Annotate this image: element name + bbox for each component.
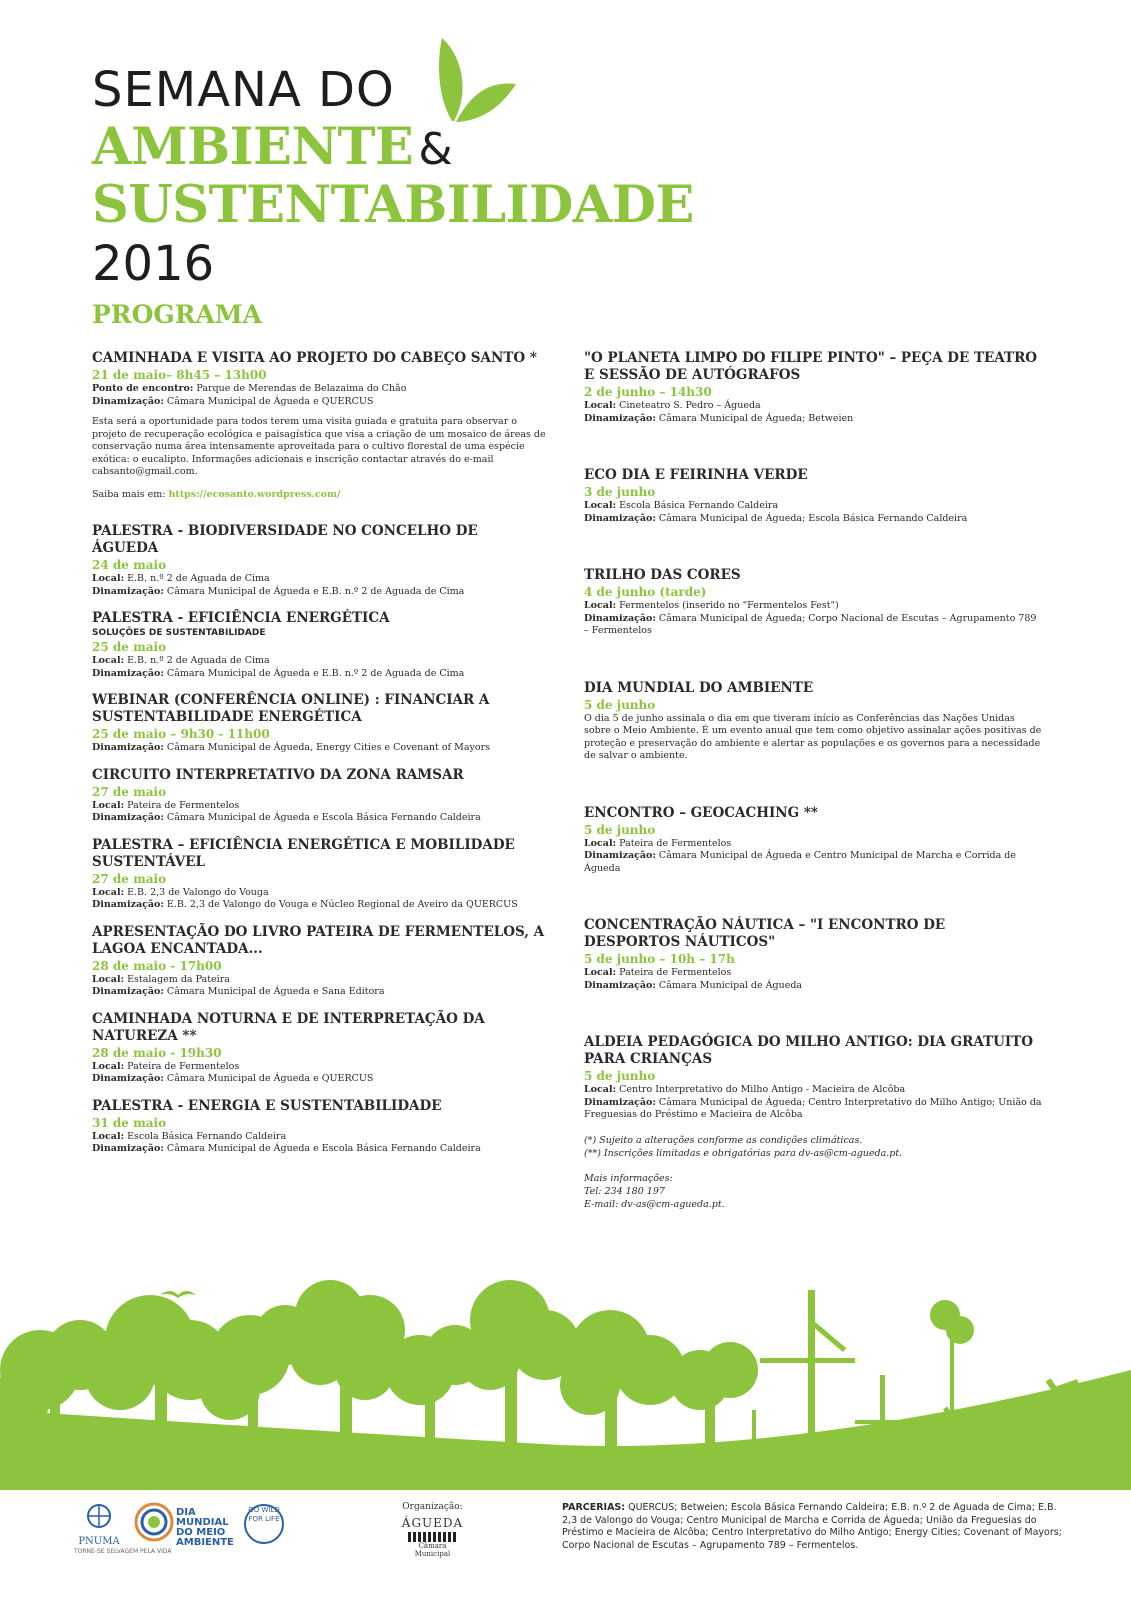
event-location: Local: Estalagem da Pateira: [92, 973, 230, 985]
tree-icon: [930, 1300, 974, 1425]
event-item: [584, 567, 1044, 638]
title-ampersand: &: [418, 124, 453, 175]
event-item: [584, 350, 1044, 425]
event-organizer: Dinamização: Câmara Municipal de Águeda; Betweien: [584, 412, 854, 424]
event-title: DIA MUNDIAL DO AMBIENTE: [584, 679, 814, 696]
building-icon: [408, 1532, 458, 1542]
event-organizer: Dinamização: Câmara Municipal de Águeda e Escola Básica Fernando Caldeira: [92, 1143, 481, 1154]
un-emblem-icon: [81, 1502, 117, 1532]
partners-text: PARCERIAS: QUERCUS; Betweien; Escola Básica Fernando Caldeira; E.B. n.º 2 de Aguada de Cima; E.B. 2,3 de Valongo do Vouga; Centro Municipal de Marcha e Corrida de Águeda; União da Freguesias do Préstimo e Macieira de Alcôba; Centro Interpretativo do Milho Antigo; Energy Cities; Covenant of Mayors; Corpo Nacional de Escutas – Agrupamento 789 – Fermentelos.: [562, 1502, 1062, 1551]
event-organizer: Dinamização: E.B. 2,3 de Valongo do Vouga e Núcleo Regional de Aveiro da QUERCUS: [92, 899, 518, 910]
event-title: PALESTRA - EFICIÊNCIA ENERGÉTICA: [92, 610, 390, 626]
left-column: [92, 350, 547, 1168]
contact-email: E-mail: dv-as@cm-agueda.pt.: [584, 1198, 725, 1210]
event-title: CIRCUITO INTERPRETATIVO DA ZONA RAMSAR: [92, 766, 464, 783]
event-title: WEBINAR (CONFERÊNCIA ONLINE) : FINANCIAR A SUSTENTABILIDADE ENERGÉTICA: [92, 692, 490, 725]
event-item: [92, 610, 547, 680]
event-item: [584, 680, 1044, 763]
dia-mundial-logo: DIA MUNDIAL DO MEIO AMBIENTE: [134, 1502, 174, 1546]
event-title: TRILHO DAS CORES: [584, 567, 741, 583]
event-location: Ponto de encontro: Parque de Merendas de Belazaima do Chão: [92, 383, 407, 394]
event-description: Esta será a oportunidade para todos terem uma visita guiada e gratuita para observar o projeto de recuperação ecológica e paisagística que visa a criação de um mosaico de áreas de conservação numa área intensamente aproveitada para o cultivo florestal de uma espécie exótica: o eucalipto. Informações adicionais e inscrição contactar através do e-mail cabsanto@gmail.com.: [92, 416, 546, 477]
footnote-1: (*) Sujeito a alterações conforme as condições climáticas.: [584, 1134, 863, 1146]
event-date: 27 de maio: [92, 784, 167, 799]
event-location: Local: Pateira de Fermentelos: [92, 1060, 240, 1072]
globe-icon: [134, 1502, 174, 1542]
event-subtitle: SOLUÇÕES DE SUSTENTABILIDADE: [92, 628, 266, 638]
bird-icon: [160, 1291, 196, 1298]
event-item: [92, 924, 547, 999]
event-organizer: Dinamização: Câmara Municipal de Águeda; Centro Interpretativo do Milho Antigo; União da Freguesias do Préstimo e Macieira de Alcôba: [584, 1096, 1042, 1120]
title-line1: SEMANA DO: [92, 62, 395, 118]
event-date: 28 de maio - 19h30: [92, 1045, 222, 1060]
event-date: 25 de maio: [92, 640, 167, 654]
event-organizer: Dinamização: Câmara Municipal de Águeda; Escola Básica Fernando Caldeira: [584, 512, 968, 524]
event-date: 3 de junho: [584, 485, 656, 499]
event-item: [92, 1011, 547, 1086]
event-date: 5 de junho – 10h – 17h: [584, 952, 735, 966]
contact-tel: Tel: 234 180 197: [584, 1185, 665, 1197]
tagline: TORNE-SE SELVAGEM PELA VIDA: [74, 1548, 172, 1555]
event-location: Local: Pateira de Fermentelos: [92, 799, 240, 811]
event-organizer: Dinamização: Câmara Municipal de Águeda e Centro Municipal de Marcha e Corrida de Águeda: [584, 850, 1017, 874]
event-organizer: Dinamização: Câmara Municipal de Águeda e QUERCUS: [92, 1073, 374, 1084]
event-title: PALESTRA – EFICIÊNCIA ENERGÉTICA E MOBILIDADE SUSTENTÁVEL: [92, 836, 515, 870]
event-organizer: Dinamização: Câmara Municipal de Águeda: [584, 979, 803, 991]
event-date: 25 de maio – 9h30 - 11h00: [92, 727, 270, 741]
event-title: PALESTRA - ENERGIA E SUSTENTABILIDADE: [92, 1097, 442, 1114]
event-item: [92, 1098, 547, 1156]
event-organizer: Dinamização: Câmara Municipal de Águeda e QUERCUS: [92, 395, 374, 407]
event-date: 21 de maio– 8h45 – 13h00: [92, 368, 267, 382]
event-date: 31 de maio: [92, 1115, 167, 1130]
event-location: Local: Fermentelos (inserido no "Fermentelos Fest"): [584, 600, 839, 611]
contact-label: Mais informações:: [584, 1172, 673, 1184]
event-item: [584, 805, 1044, 876]
event-location: Local: Pateira de Fermentelos: [584, 967, 732, 978]
landscape-illustration: [0, 1260, 1131, 1510]
event-location: Local: E.B. 2,3 de Valongo do Vouga: [92, 886, 269, 898]
contact-info: [584, 1172, 1044, 1211]
organizer-logo: Organização: ÁGUEDA Câmara Municipal: [401, 1502, 464, 1558]
event-item: [584, 467, 1044, 525]
event-title: ALDEIA PEDAGÓGICA DO MILHO ANTIGO: DIA GRATUITO PARA CRIANÇAS: [584, 1034, 1034, 1067]
title-line2: AMBIENTE: [92, 117, 414, 177]
event-organizer: Dinamização: Câmara Municipal de Águeda, Energy Cities e Covenant of Mayors: [92, 742, 490, 753]
event-date: 5 de junho: [584, 822, 656, 837]
event-location: Local: Escola Básica Fernando Caldeira: [92, 1130, 287, 1142]
ecosanto-link[interactable]: https://ecosanto.wordpress.com/: [168, 488, 341, 500]
event-organizer: Dinamização: Câmara Municipal de Águeda e E.B. n.º 2 de Aguada de Cima: [92, 585, 465, 597]
go-wild-logo: GO WILD FOR LIFE: [244, 1504, 284, 1544]
event-item: [92, 837, 547, 912]
event-date: 24 de maio: [92, 558, 167, 572]
event-date: 5 de junho: [584, 697, 656, 712]
programa-heading: PROGRAMA: [92, 300, 262, 329]
event-title: ENCONTRO – GEOCACHING **: [584, 804, 818, 821]
event-title: CONCENTRAÇÃO NÁUTICA – "I ENCONTRO DE DESPORTOS NÁUTICOS": [584, 917, 946, 950]
title-year: 2016: [92, 236, 215, 292]
event-location: Local: Centro Interpretativo do Milho Antigo - Macieira de Alcôba: [584, 1084, 906, 1095]
event-item: [584, 1034, 1044, 1122]
event-item: [92, 350, 547, 501]
event-date: 28 de maio - 17h00: [92, 958, 222, 973]
event-location: Local: Pateira de Fermentelos: [584, 837, 732, 849]
event-date: 4 de junho (tarde): [584, 585, 707, 599]
event-date: 5 de junho: [584, 1069, 656, 1083]
footer: [0, 1490, 1131, 1600]
event-date: 27 de maio: [92, 871, 167, 886]
event-location: Local: Cineteatro S. Pedro – Águeda: [584, 400, 761, 411]
event-organizer: Dinamização: Câmara Municipal de Águeda e Sana Editora: [92, 986, 385, 997]
title-block: [92, 62, 694, 294]
event-item: [584, 917, 1044, 992]
event-organizer: Dinamização: Câmara Municipal de Águeda e E.B. n.º 2 de Aguada de Cima: [92, 667, 465, 679]
event-location: Local: Escola Básica Fernando Caldeira: [584, 500, 779, 511]
event-location: Local: E.B. n.º 2 de Aguada de Cima: [92, 573, 270, 584]
event-title: PALESTRA - BIODIVERSIDADE NO CONCELHO DE ÁGUEDA: [92, 523, 478, 556]
title-line3: SUSTENTABILIDADE: [92, 175, 694, 235]
event-item: [92, 767, 547, 825]
event-item: [92, 692, 547, 755]
pnuma-logo: PNUMA: [74, 1502, 124, 1547]
event-more: Saiba mais em: https://ecosanto.wordpress.com/: [92, 488, 341, 500]
event-title: ECO DIA E FEIRINHA VERDE: [584, 467, 808, 483]
footnote-2: (**) Inscrições limitadas e obrigatórias para dv-as@cm-agueda.pt.: [584, 1147, 903, 1159]
event-title: CAMINHADA E VISITA AO PROJETO DO CABEÇO SANTO *: [92, 350, 537, 366]
event-organizer: Dinamização: Câmara Municipal de Águeda; Corpo Nacional de Escutas – Agrupamento 789 – Fermentelos: [584, 612, 1037, 636]
event-description: O dia 5 de junho assinala o dia em que tiveram início as Conferências das Nações Unidas sobre o Meio Ambiente. É um evento anual que tem como objetivo assinalar ações positivas de proteção e preservação do ambiente e alertar as populações e os governos para a necessidade de salvar o ambiente.: [584, 712, 1042, 761]
event-location: Local: E.B. n.º 2 de Aguada de Cima: [92, 655, 270, 666]
event-title: "O PLANETA LIMPO DO FILIPE PINTO" – PEÇA DE TEATRO E SESSÃO DE AUTÓGRAFOS: [584, 350, 1038, 383]
footnotes: [584, 1134, 1044, 1160]
event-organizer: Dinamização: Câmara Municipal de Águeda e Escola Básica Fernando Caldeira: [92, 812, 481, 823]
event-item: [92, 523, 547, 598]
right-column: [584, 350, 1044, 1211]
event-date: 2 de junho – 14h30: [584, 385, 712, 399]
event-title: APRESENTAÇÃO DO LIVRO PATEIRA DE FERMENTELOS, A LAGOA ENCANTADA...: [92, 923, 545, 957]
event-title: CAMINHADA NOTURNA E DE INTERPRETAÇÃO DA NATUREZA **: [92, 1010, 485, 1044]
